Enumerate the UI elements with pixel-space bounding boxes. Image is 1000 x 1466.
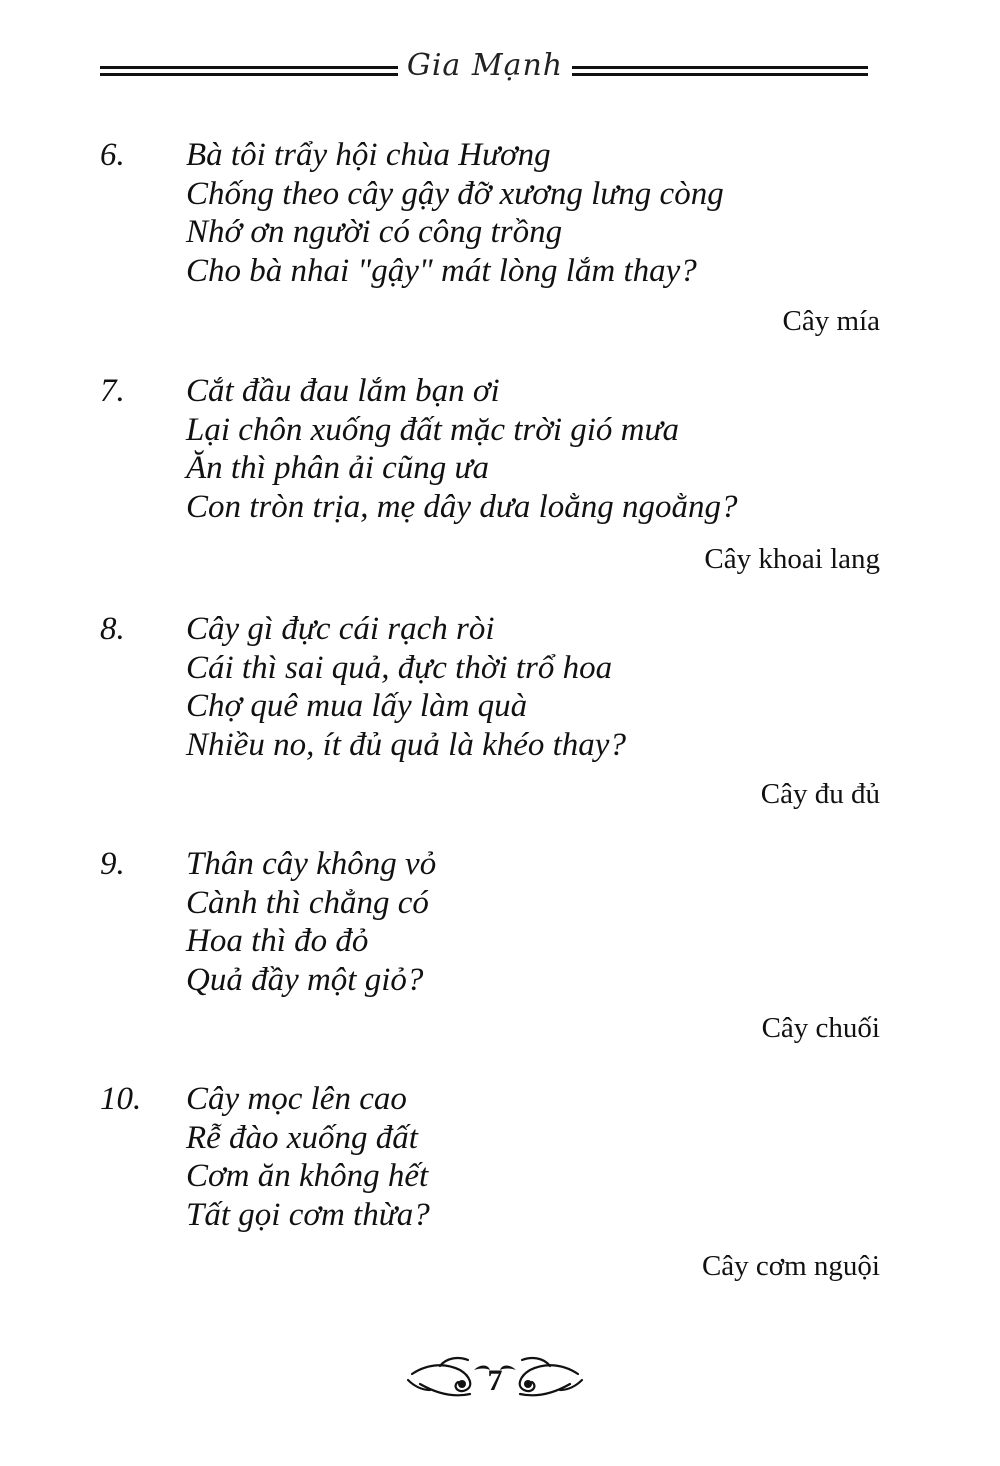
verse-line: Lại chôn xuống đất mặc trời gió mưa xyxy=(186,411,680,448)
riddle-verse xyxy=(186,1080,430,1234)
page-number: 7 xyxy=(487,1364,503,1397)
riddle-answer: Cây đu đủ xyxy=(760,778,880,810)
riddle-answer: Cây khoai lang xyxy=(704,543,880,575)
riddle-answer: Cây chuối xyxy=(761,1012,880,1044)
verse-line: Cho bà nhai "gậy" mát lòng lắm thay? xyxy=(186,252,697,289)
verse-line: Cơm ăn không hết xyxy=(186,1158,429,1194)
verse-line: Nhớ ơn người có công trồng xyxy=(186,214,563,250)
riddle-verse xyxy=(186,610,626,764)
header-rule-left xyxy=(100,66,398,76)
verse-line: Cành thì chẳng có xyxy=(186,884,429,921)
verse-line: Cái thì sai quả, đực thời trổ hoa xyxy=(186,649,613,686)
verse-line: Rễ đào xuống đất xyxy=(186,1119,418,1156)
verse-line: Hoa thì đo đỏ xyxy=(186,923,369,959)
verse-line: Quả đầy một giỏ? xyxy=(186,961,424,998)
verse-line: Bà tôi trẩy hội chùa Hương xyxy=(186,137,551,173)
riddle-answer: Cây cơm nguội xyxy=(701,1250,880,1282)
verse-line: Chợ quê mua lấy làm quà xyxy=(186,688,528,724)
verse-line: Cây gì đực cái rạch ròi xyxy=(186,611,495,647)
running-title: Gia Mạnh xyxy=(406,48,564,83)
riddle-verse xyxy=(186,372,738,526)
verse-line: Chống theo cây gậy đỡ xương lưng còng xyxy=(186,175,724,212)
verse-line: Nhiều no, ít đủ quả là khéo thay? xyxy=(186,726,626,763)
verse-line: Tất gọi cơm thừa? xyxy=(186,1196,430,1233)
riddle-number: 7. xyxy=(100,373,125,409)
header-rule-right xyxy=(572,66,868,76)
riddle-number: 9. xyxy=(100,846,125,882)
riddle-number: 8. xyxy=(100,611,125,647)
verse-line: Con tròn trịa, mẹ dây dưa loằng ngoằng? xyxy=(186,488,738,525)
riddle-verse xyxy=(186,845,436,999)
verse-line: Cắt đầu đau lắm bạn ơi xyxy=(186,373,500,409)
page-footer xyxy=(400,1340,590,1420)
verse-line: Ăn thì phân ải cũng ưa xyxy=(186,450,490,486)
riddle-verse xyxy=(186,136,724,290)
verse-line: Cây mọc lên cao xyxy=(186,1081,407,1117)
verse-line: Thân cây không vỏ xyxy=(186,846,437,882)
running-header xyxy=(100,48,868,88)
riddle-number: 10. xyxy=(100,1081,142,1117)
riddle-number: 6. xyxy=(100,137,125,173)
riddle-answer: Cây mía xyxy=(782,305,880,337)
